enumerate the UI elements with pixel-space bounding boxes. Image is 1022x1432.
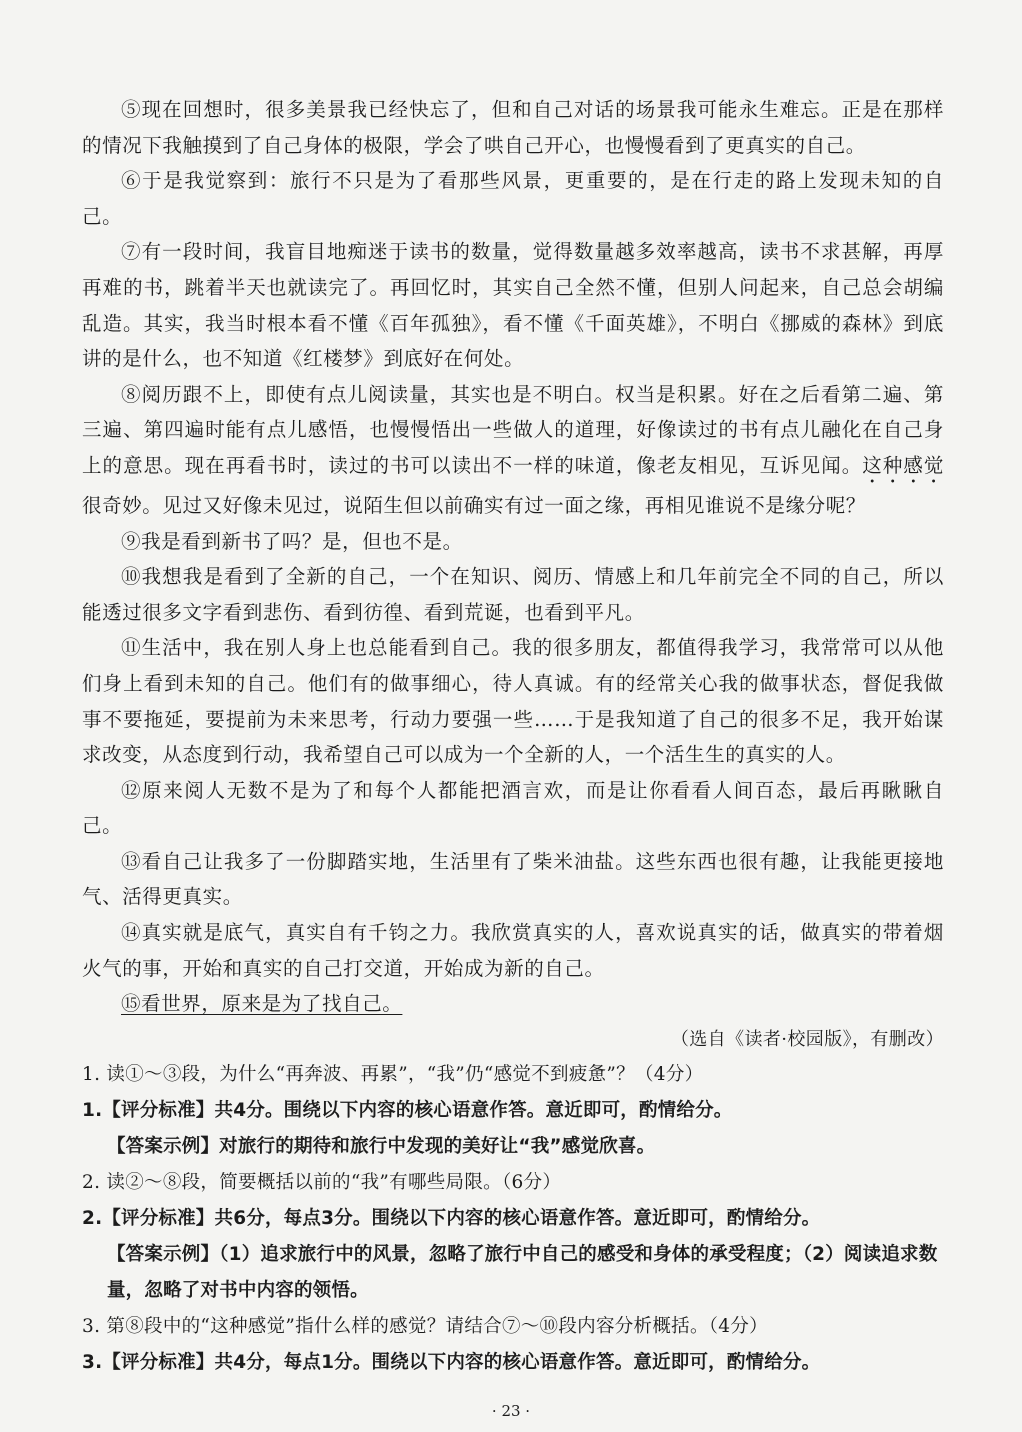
answer-3-criteria: 3.【评分标准】共4分，每点1分。围绕以下内容的核心语意作答。意近即可，酌情给分。 [82,1351,821,1373]
answer-1-example: 【答案示例】对旅行的期待和旅行中发现的美好让“我”感觉欣喜。 [106,1135,656,1157]
paragraph-10: ⑩我想我是看到了全新的自己，一个在知识、阅历、情感上和几年前完全不同的自己，所以能透过很多文字看到悲伤、看到彷徨、看到荒诞，也看到平凡。 [82,565,944,624]
paragraph-9: ⑨我是看到新书了吗？是，但也不是。 [121,529,463,553]
underlined-sentence: ⑮看世界，原来是为了找自己。 [121,992,403,1016]
source-citation: （选自《读者·校园版》，有删改） [670,1028,944,1050]
paragraph-11: ⑪生活中，我在别人身上也总能看到自己。我的很多朋友，都值得我学习，我常常可以从他们身上看到未知的自己。他们有的做事细心，待人真诚。有的经常关心我的做事状态，督促我做事不要拖延，要提前为未来思考，行动力要强一些……于是我知道了自己的很多不足，我开始谋求改变，从态度到行动，我希望自己可以成为一个全新的人，一个活生生的真实的人。 [82,636,944,767]
paragraph-15 [82,986,944,1022]
article-body [82,92,944,1022]
paragraph-14: ⑭真实就是底气，真实自有千钧之力。我欣赏真实的人，喜欢说真实的话，做真实的带着烟火气的事，开始和真实的自己打交道，开始成为新的自己。 [82,921,944,980]
paragraph-8-part2: 很奇妙。见过又好像未见过，说陌生但以前确实有过一面之缘，再相见谁说不是缘分呢？ [82,493,866,517]
paragraph-7: ⑦有一段时间，我盲目地痴迷于读书的数量，觉得数量越多效率越高，读书不求甚解，再厚再难的书，跳着半天也就读完了。再回忆时，其实自己全然不懂，但别人问起来，自己总会胡编乱造。其实，我当时根本看不懂《百年孤独》，看不懂《千面英雄》，不明白《挪威的森林》到底讲的是什么，也不知道《红楼梦》到底好在何处。 [82,240,944,371]
paragraph-6: ⑥于是我觉察到：旅行不只是为了看那些风景，更重要的，是在行走的路上发现未知的自己。 [82,169,944,228]
answer-2-criteria: 2.【评分标准】共6分，每点3分。围绕以下内容的核心语意作答。意近即可，酌情给分。 [82,1207,821,1229]
answer-1-criteria: 1.【评分标准】共4分。围绕以下内容的核心语意作答。意近即可，酌情给分。 [82,1099,733,1121]
page-number: · 23 · [491,1402,531,1420]
paragraph-13: ⑬看自己让我多了一份脚踏实地，生活里有了柴米油盐。这些东西也很有趣，让我能更接地气、活得更真实。 [82,849,944,909]
emphasized-phrase: 这种感觉 [862,453,944,477]
paragraph-8 [82,377,944,524]
paragraph-5: ⑤现在回想时，很多美景我已经快忘了，但和自己对话的场景我可能永生难忘。正是在那样的情况下我触摸到了自己身体的极限，学会了哄自己开心，也慢慢看到了更真实的自己。 [82,98,944,157]
answer-2-example: 【答案示例】（1）追求旅行中的风景，忽略了旅行中自己的感受和身体的承受程度；（2）阅读追求数量，忽略了对书中内容的领悟。 [106,1243,938,1301]
paragraph-12: ⑫原来阅人无数不是为了和每个人都能把酒言欢，而是让你看看人间百态，最后再瞅瞅自己。 [82,778,944,838]
question-1: 1. 读①～③段，为什么“再奔波、再累”，“我”仍“感觉不到疲惫”？（4分） [82,1063,704,1085]
paragraph-8-part1: ⑧阅历跟不上，即使有点儿阅读量，其实也是不明白。权当是积累。好在之后看第二遍、第三遍、第四遍时能有点儿感悟，也慢慢悟出一些做人的道理，好像读过的书有点儿融化在自己身上的意思。现在再看书时，读过的书可以读出不一样的味道，像老友相见，互诉见闻。 [82,382,944,477]
question-2: 2. 读②～⑧段，简要概括以前的“我”有哪些局限。（6分） [82,1171,562,1193]
question-3: 3. 第⑧段中的“这种感觉”指什么样的感觉？请结合⑦～⑩段内容分析概括。（4分） [82,1315,768,1337]
questions-section [82,1057,944,1381]
